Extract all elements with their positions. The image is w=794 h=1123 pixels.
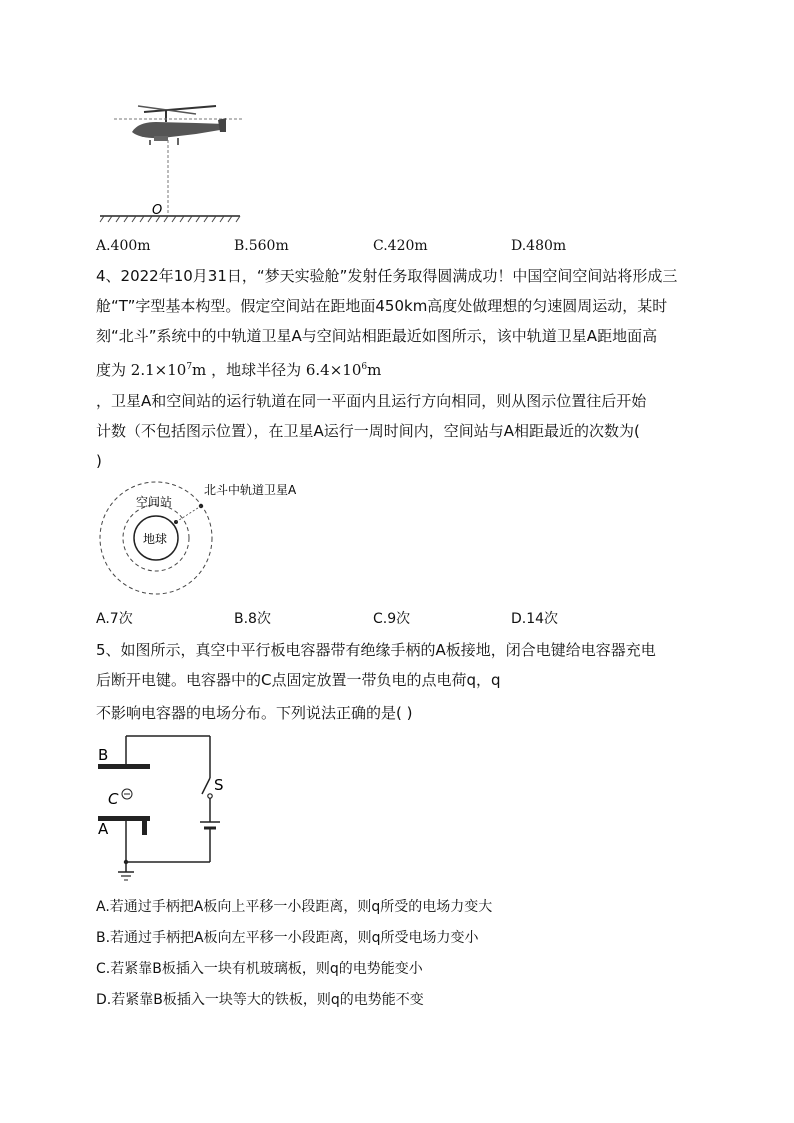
orbit-figure — [94, 476, 324, 606]
q5-line-2: 后断开电键。电容器中的C点固定放置一带负电的点电荷q，q — [96, 671, 501, 689]
helicopter-figure — [92, 92, 252, 224]
q5-option-b: B.若通过手柄把A板向左平移一小段距离，则q所受电场力变小 — [96, 930, 479, 946]
q4-radius-prefix: ，地球半径为 — [211, 361, 302, 379]
q4-option-a: A.7次 — [96, 611, 133, 627]
q5-option-c: C.若紧靠B板插入一块有机玻璃板，则q的电势能变小 — [96, 961, 423, 977]
q4-option-c: C.9次 — [373, 611, 411, 627]
switch-label: S — [214, 776, 224, 794]
q4-line-7: ) — [96, 452, 102, 470]
q4-line-4 — [96, 357, 381, 380]
q5-line-1: 5、如图所示，真空中平行板电容器带有绝缘手柄的A板接地，闭合电键给电容器充电 — [96, 641, 656, 659]
capacitor-circuit-figure — [94, 730, 230, 890]
q3-option-b: B.560m — [234, 238, 289, 254]
q5-line-3: 不影响电容器的电场分布。下列说法正确的是( ) — [96, 704, 413, 722]
q4-line-2: 舱“T”字型基本构型。假定空间站在距地面450km高度处做理想的匀速圆周运动，某时 — [96, 297, 668, 315]
q4-line-6: 计数（不包括图示位置），在卫星A运行一周时间内，空间站与A相距最近的次数为( — [96, 422, 640, 440]
q4-height-value: $2.1\times 10^7m$ — [130, 361, 207, 379]
q3-option-d: D.480m — [511, 238, 567, 254]
earth-label: 地球 — [143, 532, 168, 546]
plate-a-handle — [142, 821, 147, 835]
plate-b-label: B — [98, 746, 109, 764]
q4-option-d: D.14次 — [511, 611, 559, 627]
plate-a-label: A — [98, 820, 109, 838]
q5-option-d: D.若紧靠B板插入一块等大的铁板，则q的电势能不变 — [96, 992, 424, 1008]
q4-line-3: 刻“北斗”系统中的中轨道卫星A与空间站相距最近如图所示，该中轨道卫星A距地面高 — [96, 327, 658, 345]
plate-b — [98, 764, 150, 769]
satellite-label: 北斗中轨道卫星A — [204, 483, 297, 497]
q4-option-b: B.8次 — [234, 611, 271, 627]
station-label: 空间站 — [136, 495, 173, 509]
point-c-label: C — [108, 790, 119, 808]
q4-line-1: 4、2022年10月31日，“梦天实验舱”发射任务取得圆满成功！中国空间空间站将形成三 — [96, 267, 678, 285]
q3-option-a: A.400m — [96, 238, 151, 254]
q4-height-prefix: 度为 — [96, 361, 127, 379]
q3-option-c: C.420m — [373, 238, 428, 254]
q4-line-5: ，卫星A和空间站的运行轨道在同一平面内且运行方向相同，则从图示位置往后开始 — [96, 392, 647, 410]
q4-radius-value: $6.4\times 10^6m$ — [305, 361, 382, 379]
q5-option-a: A.若通过手柄把A板向上平移一小段距离，则q所受的电场力变大 — [96, 899, 493, 915]
origin-label: O — [152, 203, 163, 218]
